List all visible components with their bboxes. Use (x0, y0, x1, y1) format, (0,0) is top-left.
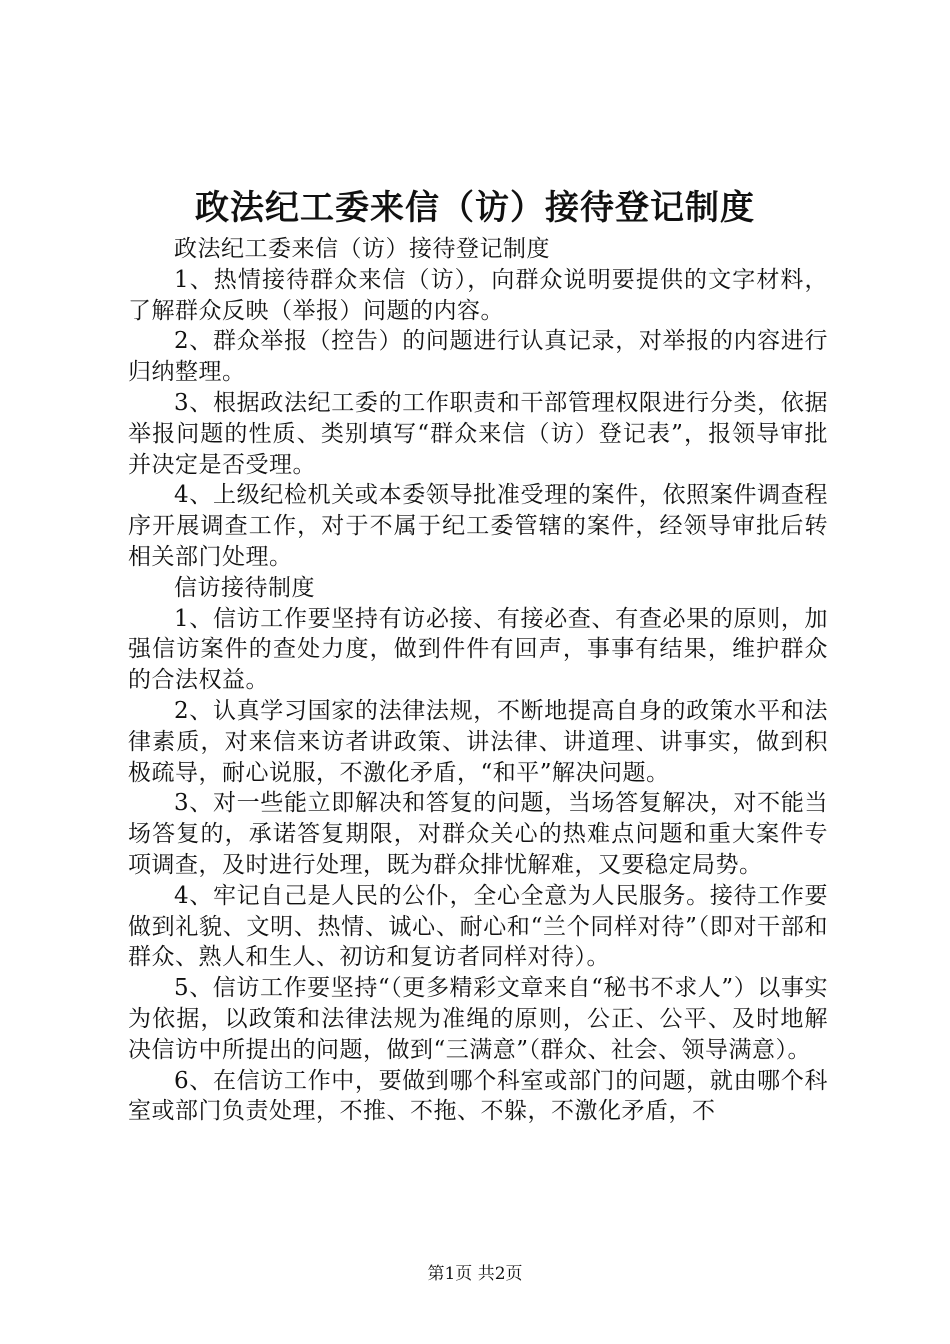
paragraph-subtitle: 政法纪工委来信（访）接待登记制度 (174, 236, 550, 262)
paragraph-8: 3、对一些能立即解决和答复的问题，当场答复解决，对不能当场答复的，承诺答复期限，对群众关心的热难点问题和重大案件专项调查，及时进行处理，既为群众排忧解难，又要稳定局势。 (128, 790, 828, 878)
paragraph-10: 5、信访工作要坚持“（更多精彩文章来自“秘书不求人”）以事实为依据，以政策和法律法规为准绳的原则，公正、公平、及时地解决信访中所提出的问题，做到“三满意”（群众、社会、领导满意）。 (128, 975, 828, 1063)
paragraph-4: 4、上级纪检机关或本委领导批准受理的案件，依照案件调查程序开展调查工作，对于不属于纪工委管辖的案件，经领导审批后转相关部门处理。 (128, 482, 828, 570)
paragraph-11: 6、在信访工作中，要做到哪个科室或部门的问题，就由哪个科室或部门负责处理，不推、不拖、不躲，不激化矛盾，不 (128, 1067, 828, 1125)
document-title: 政法纪工委来信（访）接待登记制度 (195, 188, 755, 228)
page-footer: 第1页 共2页 (427, 1264, 523, 1284)
section-heading: 信访接待制度 (174, 574, 315, 601)
paragraph-7: 2、认真学习国家的法律法规，不断地提高自身的政策水平和法律素质，对来信来访者讲政策、讲法律、讲道理、讲事实，做到积极疏导，耐心说服，不激化矛盾，“和平”解决问题。 (128, 697, 828, 786)
paragraph-9: 4、牢记自己是人民的公仆，全心全意为人民服务。接待工作要做到礼貌、文明、热情、诚心、耐心和“兰个同样对待”（即对干部和群众、熟人和生人、初访和复访者同样对待）。 (128, 882, 828, 971)
paragraph-6: 1、信访工作要坚持有访必接、有接必查、有查必果的原则，加强信访案件的查处力度，做到件件有回声，事事有结果，维护群众的合法权益。 (128, 605, 828, 694)
paragraph-3: 3、根据政法纪工委的工作职责和干部管理权限进行分类，依据举报问题的性质、类别填写“群众来信（访）登记表”，报领导审批并决定是否受理。 (128, 389, 828, 478)
paragraph-1: 1、热情接待群众来信（访），向群众说明要提供的文字材料，了解群众反映（举报）问题的内容。 (128, 266, 828, 324)
paragraph-2: 2、群众举报（控告）的问题进行认真记录，对举报的内容进行归纳整理。 (128, 328, 828, 386)
document-body (128, 234, 828, 1127)
